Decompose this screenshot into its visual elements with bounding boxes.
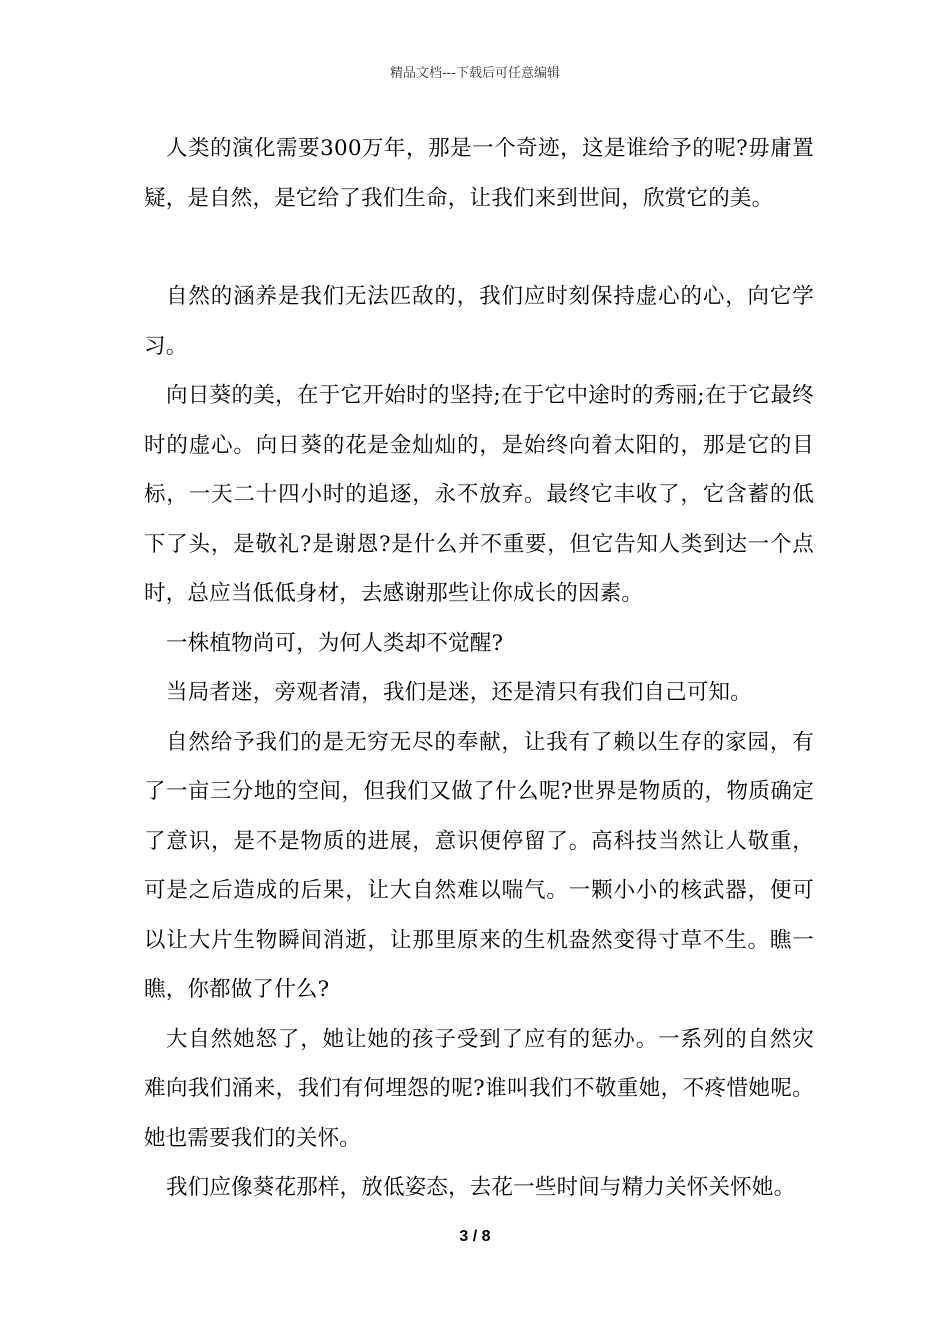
paragraph: 当局者迷，旁观者清，我们是迷，还是清只有我们自己可知。 <box>166 680 752 705</box>
document-body <box>144 124 814 1213</box>
paragraph: 一株植物尚可，为何人类却不觉醒? <box>166 630 504 656</box>
paragraph: 向日葵的美，在于它开始时的坚持;在于它中途时的秀丽;在于它最终时的虚心。向日葵的花是金灿灿的，是始终向着太阳的，那是它的目标，一天二十四小时的追逐，永不放弃。最终它丰收了，它含蓄的低下了头，是敬礼?是谢恩?是什么并不重要，但它告知人类到达一个点时，总应当低低身材，去感谢那些让你成长的因素。 <box>144 383 814 606</box>
paragraph: 人类的演化需要300万年，那是一个奇迹，这是谁给予的呢?毋庸置疑，是自然，是它给了我们生命，让我们来到世间，欣赏它的美。 <box>144 136 814 211</box>
paragraph: 自然的涵养是我们无法匹敌的，我们应时刻保持虚心的心，向它学习。 <box>144 284 814 359</box>
page-header: 精品文档---下载后可任意编辑 <box>389 66 561 81</box>
paragraph: 自然给予我们的是无穷无尽的奉献，让我有了赖以生存的家园，有了一亩三分地的空间，但我们又做了什么呢?世界是物质的，物质确定了意识，是不是物质的进展，意识便停留了。高科技当然让人敬重，可是之后造成的后果，让大自然难以喘气。一颗小小的核武器，便可以让大片生物瞬间消逝，让那里原来的生机盎然变得寸草不生。瞧一瞧，你都做了什么? <box>144 729 814 1002</box>
paragraph: 大自然她怒了，她让她的孩子受到了应有的惩办。一系列的自然灾难向我们涌来，我们有何埋怨的呢?谁叫我们不敬重她，不疼惜她呢。她也需要我们的关怀。 <box>144 1026 814 1151</box>
page-number: 3 / 8 <box>459 1228 491 1245</box>
paragraph: 我们应像葵花那样，放低姿态，去花一些时间与精力关怀关怀她。 <box>166 1175 796 1200</box>
